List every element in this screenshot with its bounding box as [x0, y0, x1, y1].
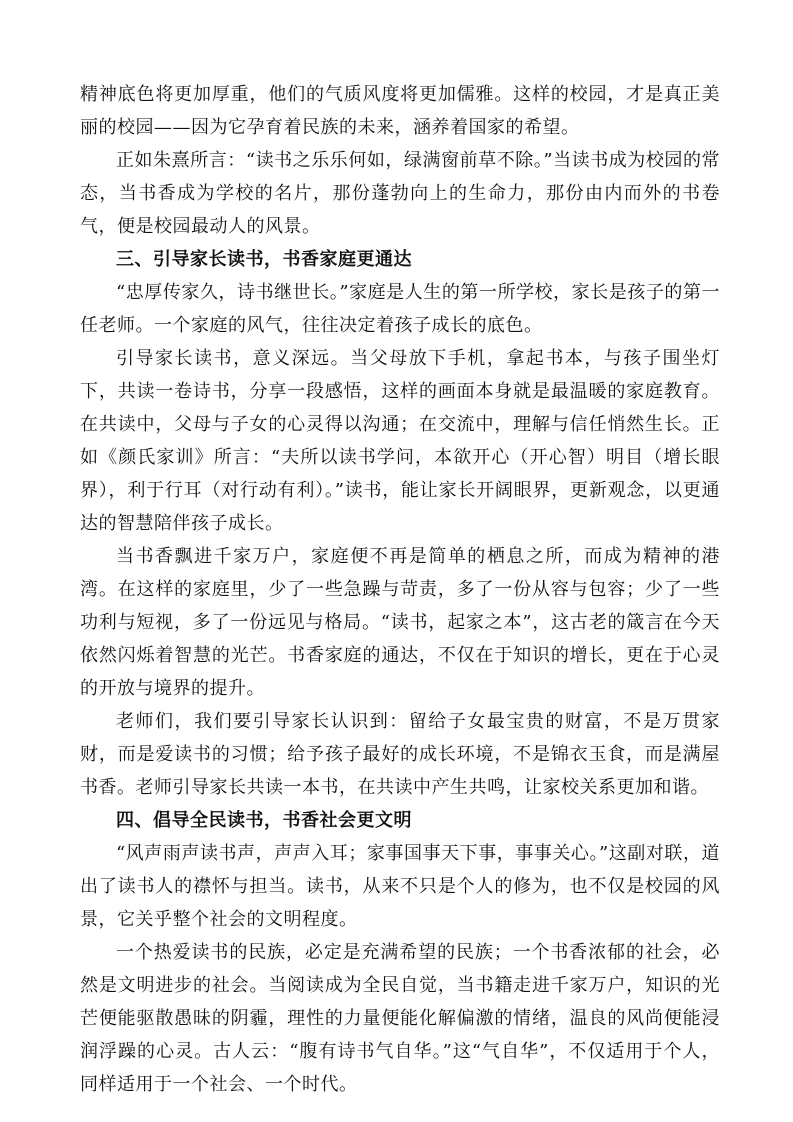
section4-paragraph-1: “风声雨声读书声，声声入耳；家事国事天下事，事事关心。”这副对联，道出了读书人的襟怀与担当。读书，从来不只是个人的修为，也不仅是校园的风景，它关乎整个社会的文明程度。: [80, 843, 720, 930]
paragraph-continued: 精神底色将更加厚重，他们的气质风度将更加儒雅。这样的校园，才是真正美丽的校园——因为它孕育着民族的未来，涵养着国家的希望。: [80, 84, 720, 138]
section-heading-4: 四、倡导全民读书，书香社会更文明: [116, 810, 412, 831]
section3-paragraph-3: 当书香飘进千家万户，家庭便不再是简单的栖息之所，而成为精神的港湾。在这样的家庭里，少了一些急躁与苛责，多了一份从容与包容；少了一些功利与短视，多了一份远见与格局。“读书，起家之本”，这古老的箴言在今天依然闪烁着智慧的光芒。书香家庭的通达，不仅在于知识的增长，更在于心灵的开放与境界的提升。: [80, 546, 720, 699]
section-heading-3: 三、引导家长读书，书香家庭更通达: [116, 249, 412, 270]
section3-paragraph-1: “忠厚传家久，诗书继世长。”家庭是人生的第一所学校，家长是孩子的第一任老师。一个家庭的风气，往往决定着孩子成长的底色。: [80, 282, 720, 336]
section3-paragraph-2: 引导家长读书，意义深远。当父母放下手机，拿起书本，与孩子围坐灯下，共读一卷诗书，分享一段感悟，这样的画面本身就是最温暖的家庭教育。在共读中，父母与子女的心灵得以沟通；在交流中，理解与信任悄然生长。正如《颜氏家训》所言：“夫所以读书学问，本欲开心（开心智）明目（增长眼界），利于行耳（对行动有利）。”读书，能让家长开阔眼界，更新观念，以更通达的智慧陪伴孩子成长。: [80, 348, 720, 534]
section3-paragraph-4: 老师们，我们要引导家长认识到：留给子女最宝贵的财富，不是万贯家财，而是爱读书的习惯；给予孩子最好的成长环境，不是锦衣玉食，而是满屋书香。老师引导家长共读一本书，在共读中产生共鸣，让家校关系更加和谐。: [80, 711, 720, 798]
paragraph-zhuxi-quote: 正如朱熹所言：“读书之乐乐何如，绿满窗前草不除。”当读书成为校园的常态，当书香成为学校的名片，那份蓬勃向上的生命力，那份由内而外的书卷气，便是校园最动人的风景。: [80, 150, 720, 237]
section4-paragraph-2: 一个热爱读书的民族，必定是充满希望的民族；一个书香浓郁的社会，必然是文明进步的社会。当阅读成为全民自觉，当书籍走进千家万户，知识的光芒便能驱散愚昧的阴霾，理性的力量便能化解偏激的情绪，温良的风尚便能浸润浮躁的心灵。古人云：“腹有诗书气自华。”这“气自华”，不仅适用于个人，同样适用于一个社会、一个时代。: [80, 942, 720, 1095]
document-page: [80, 78, 720, 1101]
